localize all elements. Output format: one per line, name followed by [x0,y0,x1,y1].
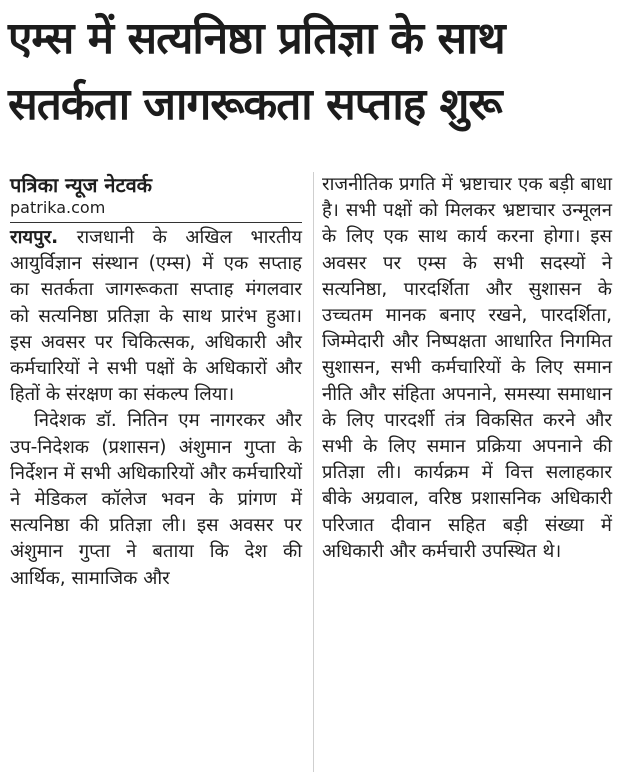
dateline: रायपुर. [10,227,59,248]
byline-name: पत्रिका न्यूज नेटवर्क [10,173,153,197]
byline-site: patrika.com [10,198,106,217]
headline-line-2: सतर्कता जागरूकता सप्ताह शुरू [8,79,502,130]
article-paragraph-2: निदेशक डॉ. नितिन एम नागरकर और उप-निदेशक (प्रशासन) अंशुमान गुप्ता के निर्देशन में सभी अधिकारियों और कर्मचारियों ने मेडिकल कॉलेज भवन के प्रांगण में सत्यनिष्ठा की प्रतिज्ञा ली। इस अवसर पर अंशुमान गुप्ता ने बताया कि देश की आर्थिक, सामाजिक और [10,410,302,589]
headline-line-1: एम्स में सत्यनिष्ठा प्रतिज्ञा के साथ [8,13,505,64]
paragraph-1-text: राजधानी के अखिल भारतीय आयुर्विज्ञान संस्थान (एम्स) में एक सप्ताह का सतर्कता जागरूकता सप्ताह मंगलवार को सत्यनिष्ठा प्रतिज्ञा के साथ प्रारंभ हुआ। इस अवसर पर चिकित्सक, अधिकारी और कर्मचारियों ने सभी पक्षों के अधिकारों और हितों के संरक्षण का संकल्प लिया। [10,227,302,406]
column-divider [313,172,314,772]
article-column-left [10,172,302,592]
article-column-right [322,172,612,565]
headline [8,6,612,138]
byline-rule [10,222,302,223]
article-paragraph-3: राजनीतिक प्रगति में भ्रष्टाचार एक बड़ी बाधा है। सभी पक्षों को मिलकर भ्रष्टाचार उन्मूलन के लिए एक साथ कार्य करना होगा। इस अवसर पर एम्स के सभी सदस्यों ने सत्यनिष्ठा, पारदर्शिता और सुशासन के उच्चतम मानक बनाए रखने, पारदर्शिता, जिम्मेदारी और निष्पक्षता आधारित निगमित सुशासन, सभी कर्मचारियों के लिए समान नीति और संहिता अपनाने, समस्या समाधान के लिए पारदर्शी तंत्र विकसित करने और सभी के लिए समान प्रक्रिया अपनाने की प्रतिज्ञा ली। कार्यक्रम में वित्त सलाहकार बीके अग्रवाल, वरिष्ठ प्रशासनिक अधिकारी परिजात दीवान सहित बड़ी संख्या में अधिकारी और कर्मचारी उपस्थित थे। [322,174,612,562]
article-paragraph-1 [10,225,302,408]
